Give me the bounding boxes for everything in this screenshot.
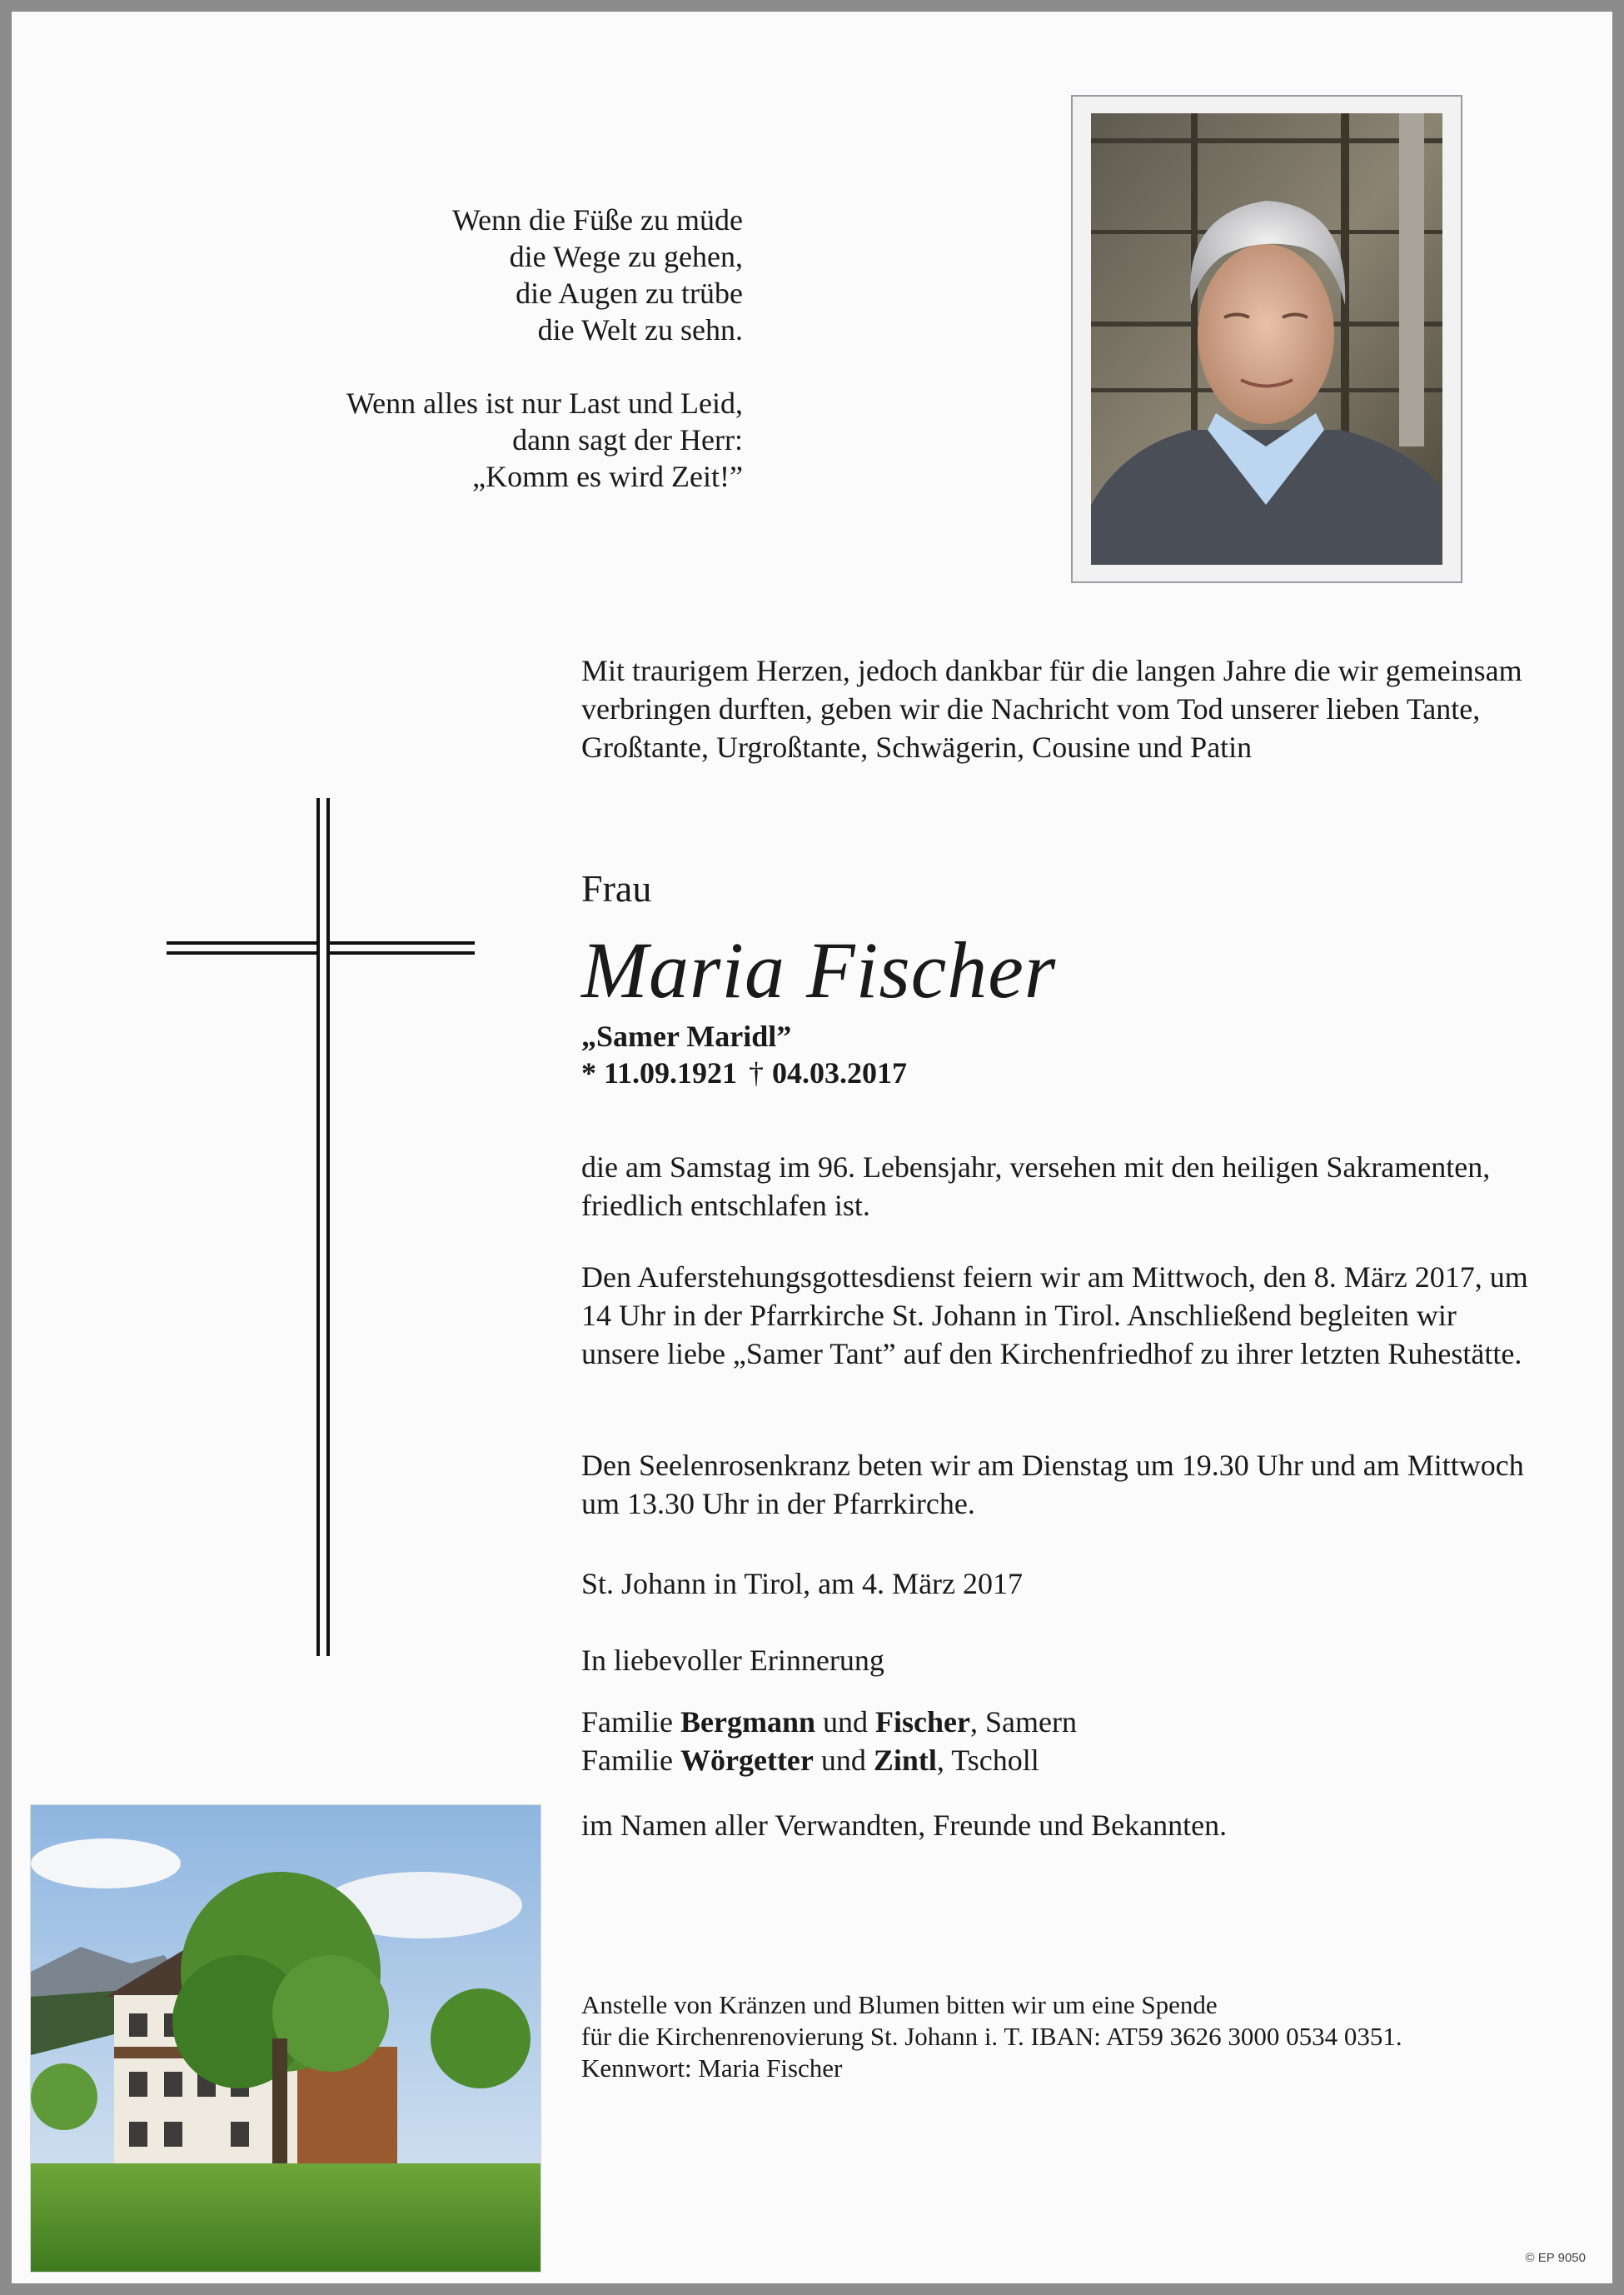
family-conjunction: und [813,1744,874,1777]
deceased-nickname: „Samer Maridl” [581,1020,792,1053]
family-name: Wörgetter [680,1744,814,1777]
farmhouse-photo [30,1804,541,2273]
in-memory: In liebevoller Erinnerung [581,1644,884,1677]
poem-line: die Wege zu gehen, [509,240,743,273]
closing-line: im Namen aller Verwandten, Freunde und Bekannten. [581,1809,1228,1842]
poem-line: Wenn die Füße zu müde [451,203,743,237]
salutation: Frau [581,867,652,910]
family-line-2 [581,1741,1039,1779]
cross-icon [167,798,475,1656]
donation-line: Anstelle von Kränzen und Blumen bitten wir um eine Spende [581,1990,1218,2019]
family-conjunction: und [815,1705,875,1739]
family-prefix: Familie [581,1705,680,1739]
poem [346,202,743,531]
death-date: 04.03.2017 [772,1056,908,1090]
paragraph-funeral: Den Auferstehungsgottesdienst feiern wir am Mittwoch, den 8. März 2017, um 14 Uhr in der Pfarrkirche St. Johann in Tirol. Anschließend begleiten wir unsere liebe „Samer Tant” auf den Kirchenfriedhof zu ihrer letzten Ruhestätte. [581,1260,1528,1370]
poem-line: „Komm es wird Zeit!” [472,460,743,493]
family-place: , Samern [969,1705,1077,1739]
deceased-name: Maria Fischer [581,925,1057,1015]
donation-note [581,1989,1564,2084]
copyright-note: © EP 9050 [1525,2251,1586,2265]
poem-line: die Augen zu trübe [516,277,743,310]
family-line-1 [581,1703,1077,1741]
paragraph-death: die am Samstag im 96. Lebensjahr, versehen mit den heiligen Sakramenten, friedlich entschlafen ist. [581,1150,1491,1222]
obituary-page [12,12,1612,2283]
family-name: Fischer [875,1705,970,1739]
poem-line: Wenn alles ist nur Last und Leid, [346,387,743,420]
donation-line: für die Kirchenrenovierung St. Johann i. T. IBAN: AT59 3626 3000 0534 0351. [581,2022,1402,2051]
poem-stanza-1 [346,202,743,348]
family-name: Bergmann [680,1705,815,1739]
portrait-frame [1071,95,1462,583]
dagger-icon: † [749,1056,765,1090]
poem-stanza-2 [346,385,743,495]
poem-line: dann sagt der Herr: [512,423,743,457]
poem-line: die Welt zu sehn. [537,313,743,347]
family-place: , Tscholl [936,1744,1039,1777]
paragraph-rosary: Den Seelenrosenkranz beten wir am Dienstag um 19.30 Uhr und am Mittwoch um 13.30 Uhr in der Pfarrkirche. [581,1449,1524,1520]
family-name: Zintl [873,1744,937,1777]
family-prefix: Familie [581,1744,680,1777]
donation-line: Kennwort: Maria Fischer [581,2053,843,2083]
birth-date: * 11.09.1921 [581,1056,738,1090]
portrait-photo [1091,113,1442,565]
intro-text: Mit traurigem Herzen, jedoch dankbar für die langen Jahre die wir gemeinsam verbringen durften, geben wir die Nachricht vom Tod unserer lieben Tante, Großtante, Urgroßtante, Schwägerin, Cousine und Patin [581,654,1522,764]
place-date: St. Johann in Tirol, am 4. März 2017 [581,1567,1024,1600]
life-dates [581,1055,907,1091]
